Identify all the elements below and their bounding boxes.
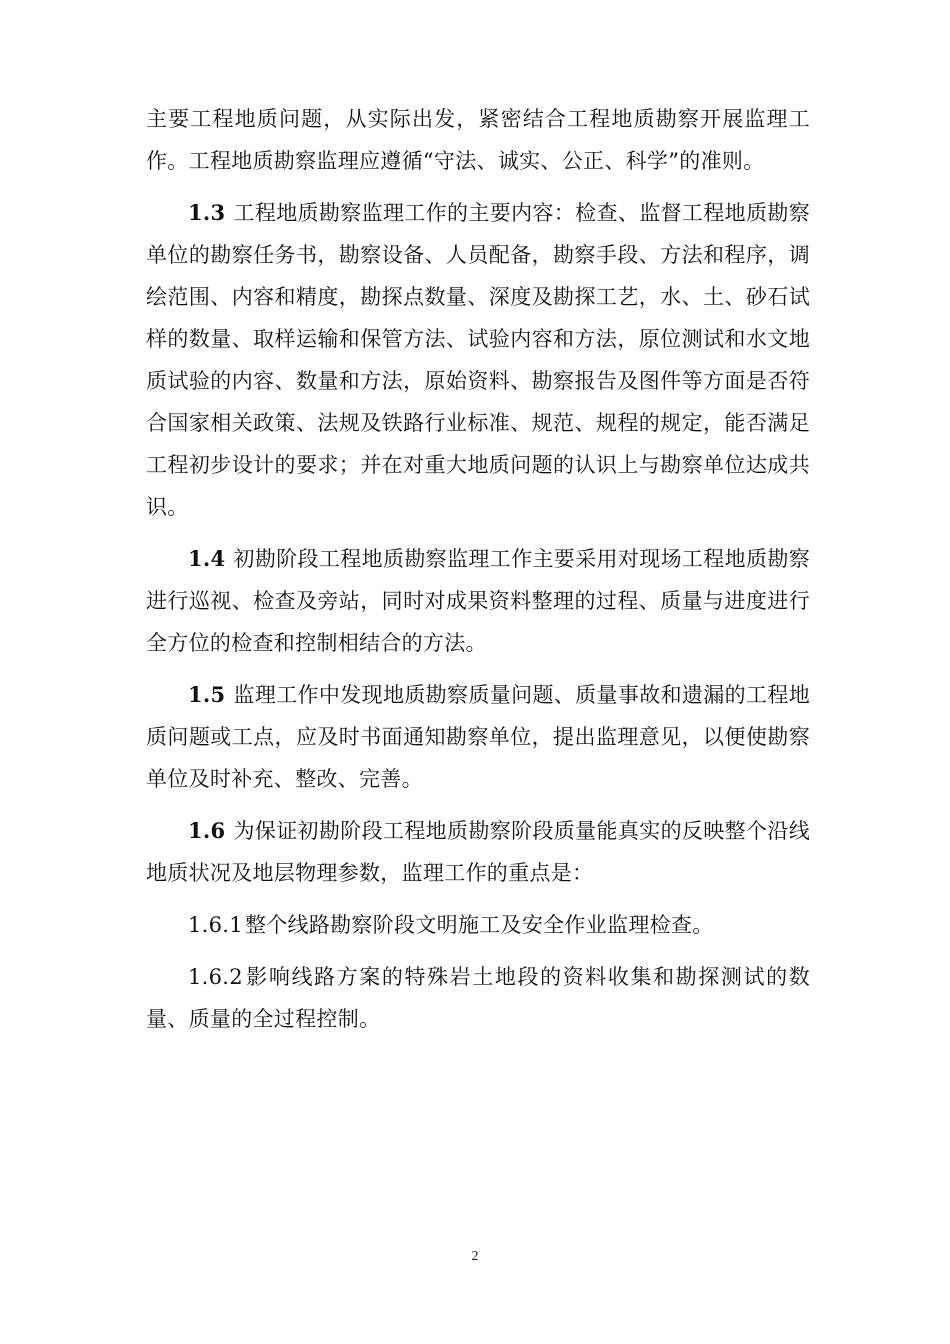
paragraph-1-6-2 [146,956,810,1040]
paragraph-continuation [146,98,810,182]
paragraph-1-4 [146,538,810,664]
paragraph-text: 监理工作中发现地质勘察质量问题、质量事故和遗漏的工程地质问题或工点，应及时书面通知勘察单位，提出监理意见，以便使勘察单位及时补充、整改、完善。 [146,683,810,791]
paragraph-text: 初勘阶段工程地质勘察监理工作主要采用对现场工程地质勘察进行巡视、检查及旁站，同时对成果资料整理的过程、质量与进度进行全方位的检查和控制相结合的方法。 [146,547,810,655]
section-number: 1.5 [188,682,226,707]
subsection-number: 1.6.1 [188,913,243,937]
paragraph-text: 整个线路勘察阶段文明施工及安全作业监理检查。 [244,913,714,937]
section-number: 1.6 [188,818,226,843]
paragraph-1-5 [146,674,810,800]
paragraph-text: 工程地质勘察监理工作的主要内容：检查、监督工程地质勘察单位的勘察任务书，勘察设备、人员配备，勘察手段、方法和程序，调绘范围、内容和精度，勘探点数量、深度及勘探工艺，水、土、砂石试样的数量、取样运输和保管方法、试验内容和方法，原位测试和水文地质试验的内容、数量和方法，原始资料、勘察报告及图件等方面是否符合国家相关政策、法规及铁路行业标准、规范、规程的规定，能否满足工程初步设计的要求；并在对重大地质问题的认识上与勘察单位达成共识。 [146,201,810,519]
paragraph-text: 影响线路方案的特殊岩土地段的资料收集和勘探测试的数量、质量的全过程控制。 [146,965,810,1031]
paragraph-1-6-1 [146,904,810,946]
paragraph-text: 为保证初勘阶段工程地质勘察阶段质量能真实的反映整个沿线地质状况及地层物理参数，监理工作的重点是： [146,819,810,885]
paragraph-1-3 [146,192,810,528]
paragraph-1-6 [146,810,810,894]
document-body [146,98,810,1040]
section-number: 1.3 [188,200,226,225]
subsection-number: 1.6.2 [188,965,243,989]
page-number: 2 [471,1249,479,1264]
section-number: 1.4 [188,546,226,571]
paragraph-text: 主要工程地质问题，从实际出发，紧密结合工程地质勘察开展监理工作。工程地质勘察监理应遵循“守法、诚实、公正、科学”的准则。 [146,107,810,173]
